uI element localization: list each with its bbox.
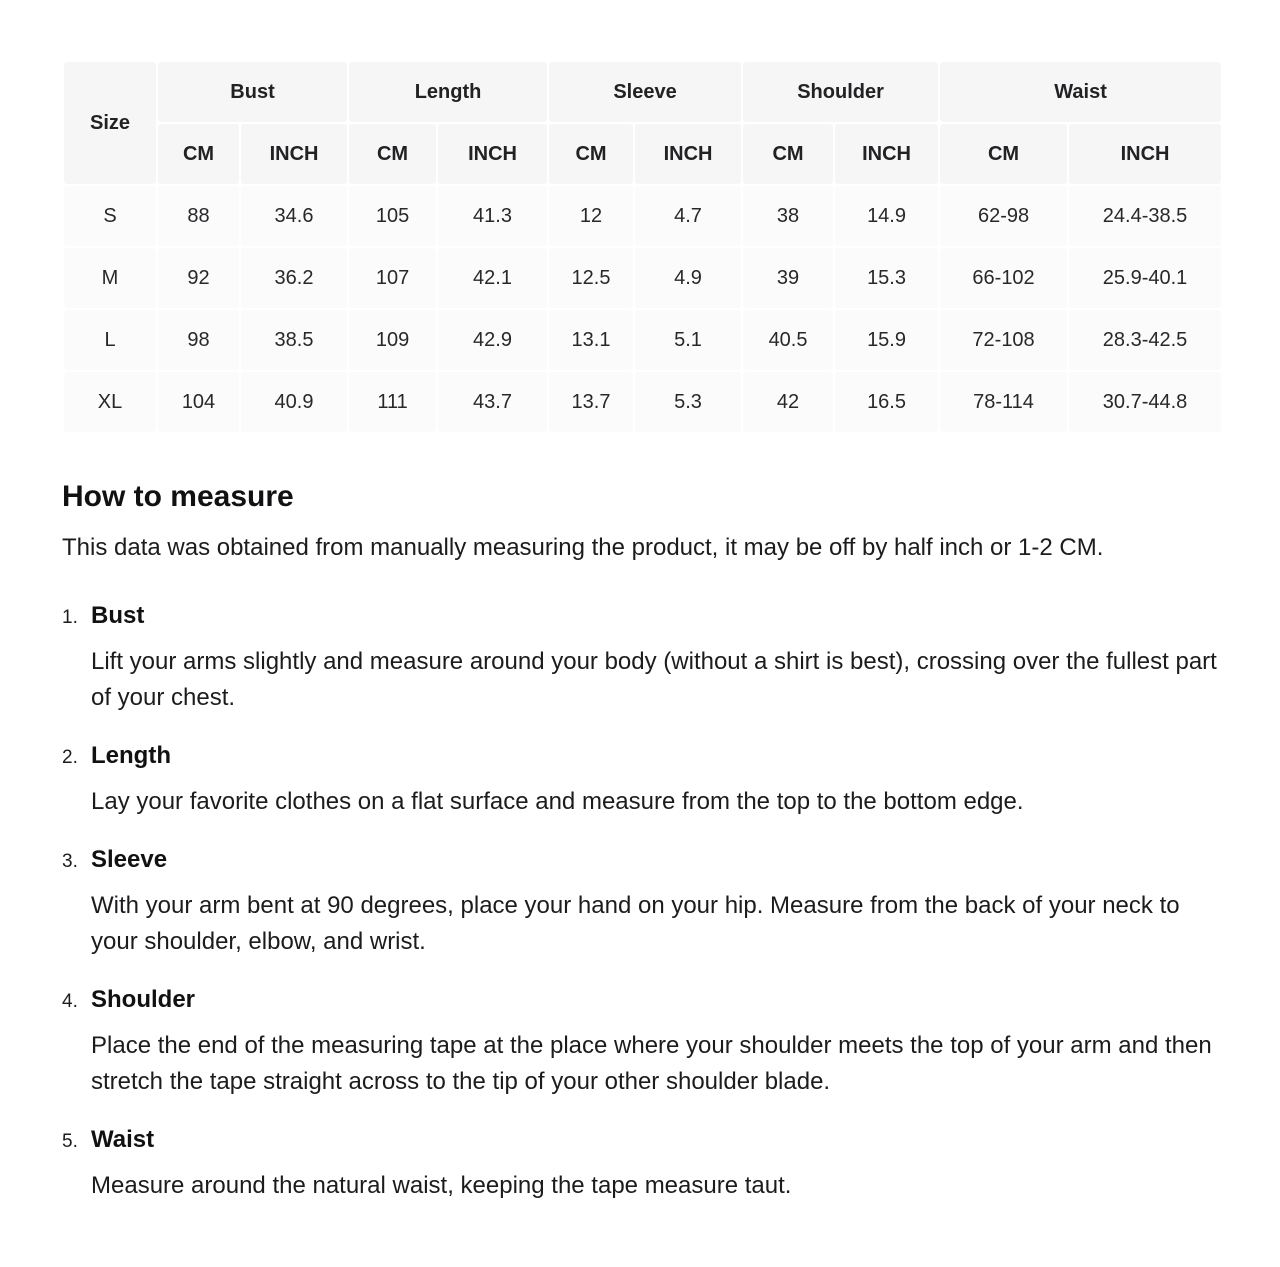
value-cell: 25.9-40.1 xyxy=(1069,248,1221,308)
group-header-length: Length xyxy=(349,62,547,122)
value-cell: 13.1 xyxy=(549,310,633,370)
value-cell: 40.9 xyxy=(241,372,347,432)
value-cell: 62-98 xyxy=(940,186,1067,246)
step-title: Bust xyxy=(91,602,145,629)
measure-steps-list xyxy=(62,600,1219,1204)
unit-header-waist-cm: CM xyxy=(940,124,1067,184)
value-cell: 12 xyxy=(549,186,633,246)
value-cell: 4.9 xyxy=(635,248,741,308)
group-header-shoulder: Shoulder xyxy=(743,62,938,122)
value-cell: 43.7 xyxy=(438,372,547,432)
size-cell: XL xyxy=(64,372,156,432)
value-cell: 5.3 xyxy=(635,372,741,432)
value-cell: 111 xyxy=(349,372,436,432)
value-cell: 40.5 xyxy=(743,310,833,370)
step-title: Length xyxy=(91,742,171,769)
table-row-m xyxy=(64,248,1221,308)
step-description: Measure around the natural waist, keeping the tape measure taut. xyxy=(91,1172,792,1199)
value-cell: 15.3 xyxy=(835,248,938,308)
value-cell: 38.5 xyxy=(241,310,347,370)
value-cell: 30.7-44.8 xyxy=(1069,372,1221,432)
value-cell: 24.4-38.5 xyxy=(1069,186,1221,246)
value-cell: 14.9 xyxy=(835,186,938,246)
unit-header-sleeve-inch: INCH xyxy=(635,124,741,184)
how-to-measure-heading: How to measure xyxy=(62,480,294,513)
step-title: Waist xyxy=(91,1126,155,1153)
measure-intro-text: This data was obtained from manually measuring the product, it may be off by half inch or 1-2 CM. xyxy=(62,534,1104,561)
value-cell: 34.6 xyxy=(241,186,347,246)
value-cell: 13.7 xyxy=(549,372,633,432)
size-column-header: Size xyxy=(64,62,156,184)
unit-header-waist-inch: INCH xyxy=(1069,124,1221,184)
value-cell: 36.2 xyxy=(241,248,347,308)
measure-step-sleeve xyxy=(62,844,1219,960)
value-cell: 39 xyxy=(743,248,833,308)
table-unit-header-row xyxy=(64,124,1221,184)
value-cell: 92 xyxy=(158,248,239,308)
unit-header-shoulder-inch: INCH xyxy=(835,124,938,184)
step-number: 4. xyxy=(62,991,78,1012)
value-cell: 105 xyxy=(349,186,436,246)
value-cell: 98 xyxy=(158,310,239,370)
value-cell: 28.3-42.5 xyxy=(1069,310,1221,370)
value-cell: 4.7 xyxy=(635,186,741,246)
measure-step-length xyxy=(62,740,1219,820)
measure-step-waist xyxy=(62,1124,1219,1204)
value-cell: 42.1 xyxy=(438,248,547,308)
unit-header-bust-cm: CM xyxy=(158,124,239,184)
step-number: 2. xyxy=(62,747,78,768)
unit-header-length-inch: INCH xyxy=(438,124,547,184)
value-cell: 42 xyxy=(743,372,833,432)
size-chart-table xyxy=(62,60,1223,434)
table-row-xl xyxy=(64,372,1221,432)
value-cell: 104 xyxy=(158,372,239,432)
step-heading xyxy=(62,740,1219,772)
group-header-sleeve: Sleeve xyxy=(549,62,741,122)
value-cell: 41.3 xyxy=(438,186,547,246)
unit-header-sleeve-cm: CM xyxy=(549,124,633,184)
step-number: 5. xyxy=(62,1131,78,1152)
measure-step-bust xyxy=(62,600,1219,716)
unit-header-length-cm: CM xyxy=(349,124,436,184)
step-description: Lay your favorite clothes on a flat surface and measure from the top to the bottom edge. xyxy=(91,788,1024,815)
table-row-l xyxy=(64,310,1221,370)
step-title: Sleeve xyxy=(91,846,168,873)
value-cell: 38 xyxy=(743,186,833,246)
unit-header-bust-inch: INCH xyxy=(241,124,347,184)
step-description: Lift your arms slightly and measure around your body (without a shirt is best), crossing over the fullest part of your chest. xyxy=(91,648,1217,711)
value-cell: 107 xyxy=(349,248,436,308)
value-cell: 5.1 xyxy=(635,310,741,370)
unit-header-shoulder-cm: CM xyxy=(743,124,833,184)
value-cell: 72-108 xyxy=(940,310,1067,370)
value-cell: 12.5 xyxy=(549,248,633,308)
group-header-bust: Bust xyxy=(158,62,347,122)
step-title: Shoulder xyxy=(91,986,196,1013)
step-heading xyxy=(62,600,1219,632)
step-heading xyxy=(62,844,1219,876)
value-cell: 16.5 xyxy=(835,372,938,432)
value-cell: 109 xyxy=(349,310,436,370)
step-number: 3. xyxy=(62,851,78,872)
value-cell: 88 xyxy=(158,186,239,246)
value-cell: 66-102 xyxy=(940,248,1067,308)
value-cell: 42.9 xyxy=(438,310,547,370)
measure-step-shoulder xyxy=(62,984,1219,1100)
size-cell: M xyxy=(64,248,156,308)
size-cell: S xyxy=(64,186,156,246)
table-row-s xyxy=(64,186,1221,246)
size-cell: L xyxy=(64,310,156,370)
step-description: With your arm bent at 90 degrees, place your hand on your hip. Measure from the back of your neck to your shoulder, elbow, and wrist. xyxy=(91,892,1180,955)
value-cell: 78-114 xyxy=(940,372,1067,432)
value-cell: 15.9 xyxy=(835,310,938,370)
step-number: 1. xyxy=(62,607,78,628)
group-header-waist: Waist xyxy=(940,62,1221,122)
step-heading xyxy=(62,984,1219,1016)
table-group-header-row xyxy=(64,62,1221,122)
step-description: Place the end of the measuring tape at the place where your shoulder meets the top of your arm and then stretch the tape straight across to the tip of your other shoulder blade. xyxy=(91,1032,1212,1095)
step-heading xyxy=(62,1124,1219,1156)
